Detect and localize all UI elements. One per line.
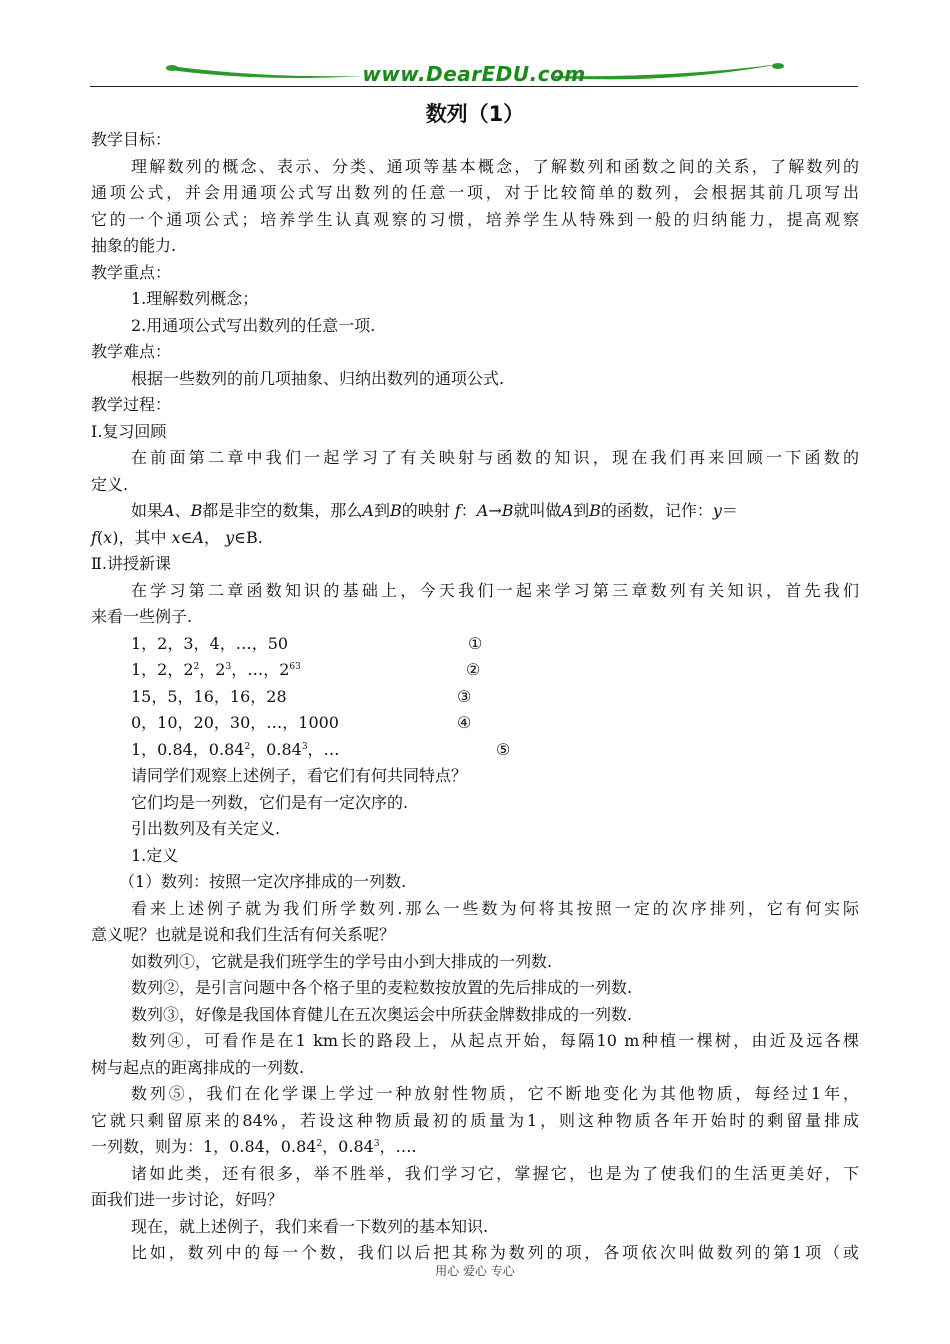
key-point-1: 1.理解数列概念； (131, 289, 259, 308)
ex5-part2: ，0.84 (250, 739, 302, 759)
func-var-b2: B (389, 501, 402, 520)
meaning-line-2: 意义呢？也就是说和我们生活有何关系呢？ (91, 925, 396, 944)
document-body (91, 127, 859, 1267)
page-header (90, 58, 858, 94)
page-title: 数列（1） (425, 102, 525, 126)
now-line: 现在，就上述例子，我们来看一下数列的基本知识. (131, 1216, 489, 1236)
section-review: Ⅰ.复习回顾 (91, 421, 167, 441)
e5-l3-sup1: 2 (316, 1139, 323, 1149)
func2-y: y (225, 527, 235, 547)
e5-l3-part1: 一列数，则为：1，0.84，0.84 (91, 1137, 317, 1156)
meaning-line-1: 看来上述例子就为我们所学数列.那么一些数为何将其按照一定的次序排列，它有何实际 (131, 898, 859, 918)
section-new-lesson: Ⅱ.讲授新课 (91, 554, 171, 573)
header-url: www.DearEDU.com (362, 62, 586, 86)
func-arrow: → (488, 501, 502, 520)
explain-seq-5-line-1: 数列⑤，我们在化学课上学过一种放射性物质，它不断地变化为其他物质，每经过1年， (131, 1084, 859, 1103)
function-definition-line-1 (91, 498, 859, 525)
answer-1: 它们均是一列数，它们是有一定次序的. (131, 792, 409, 812)
func-var-a: A (163, 501, 175, 520)
example-1-seq: 1，2，3，4，…，50 (131, 633, 289, 653)
func-text-s: 的函数，记作： (600, 501, 713, 520)
new-line-1: 在学习第二章函数知识的基础上，今天我们一起来学习第三章数列有关知识，首先我们 (131, 580, 859, 600)
func-var-b: B (190, 501, 203, 520)
func-var-b3: B (501, 501, 514, 520)
goals-line-4: 抽象的能力. (91, 236, 177, 255)
example-5 (91, 737, 859, 764)
heading-process: 教学过程： (91, 395, 172, 414)
ex2-sup2: 3 (225, 662, 232, 672)
ex2-part1: 1，2，2 (131, 660, 194, 679)
example-1-mark: ① (468, 633, 483, 653)
example-3-seq: 15，5，16，16，28 (131, 686, 287, 706)
heading-goals: 教学目标： (91, 130, 172, 149)
func-text-i: 的映射 (401, 501, 450, 520)
example-2-mark: ② (466, 660, 481, 679)
e5-l3-sup2: 3 (373, 1139, 380, 1149)
explain-seq-4-line-2: 树与起点的距离排成的一列数. (91, 1057, 305, 1077)
goals-line-2: 通项公式，并会用通项公式写出数列的任意一项，对于比较简单的数列，会根据其前几项写出 (91, 183, 859, 202)
func2-a: A (192, 527, 204, 547)
func2-paren: ( (96, 527, 104, 547)
ex5-sup2: 3 (301, 741, 308, 752)
example-4-seq: 0，10，20，30，…，1000 (131, 713, 339, 732)
example-2 (91, 657, 859, 684)
heading-key: 教学重点： (91, 262, 172, 282)
definition-heading: 1.定义 (131, 845, 179, 865)
e5-l3-part2: ，0.84 (322, 1137, 374, 1156)
ex2-part3: ，…，2 (231, 660, 290, 679)
func-var-y: y (712, 501, 722, 520)
many-line-1: 诸如此类，还有很多，举不胜举，我们学习它，掌握它，也是为了使我们的生活更美好，下 (131, 1163, 859, 1183)
func-text-e: 都是非空的数集，那么 (202, 501, 363, 520)
function-definition-line-2 (91, 525, 859, 552)
func-text-q: 到 (573, 501, 590, 520)
func2-text-d: )，其中 (112, 527, 167, 547)
example-3 (91, 684, 859, 711)
last-line: 比如，数列中的每一个数，我们以后把其称为数列的项，各项依次叫做数列的第1项（或 (131, 1243, 859, 1262)
func-var-a4: A (561, 501, 574, 520)
example-4 (91, 710, 859, 737)
e5-l3-part3: ，…. (379, 1137, 417, 1156)
example-1 (91, 631, 859, 658)
func-var-f: f (454, 501, 461, 520)
page-footer: 用心 爱心 专心 (435, 1264, 515, 1278)
definition-1: （1）数列：按照一定次序排成的一列数. (119, 872, 407, 891)
example-5-mark: ⑤ (496, 739, 511, 759)
ex2-part2: ，2 (199, 660, 226, 679)
example-4-mark: ④ (457, 713, 472, 732)
goals-line-1: 理解数列的概念、表示、分类、通项等基本概念，了解数列和函数之间的关系，了解数列的 (131, 156, 859, 176)
explain-seq-1: 如数列①，它就是我们班学生的学号由小到大排成的一列数. (131, 951, 553, 971)
new-line-2: 来看一些例子. (91, 607, 193, 626)
explain-seq-5-line-2: 它就只剩留原来的84%，若设这种物质最初的质量为1，则这种物质各年开始时的剩留量排成 (91, 1110, 859, 1130)
example-5-seq (131, 737, 340, 764)
explain-seq-2: 数列②，是引言问题中各个格子里的麦粒数按放置的先后排成的一列数. (131, 978, 633, 997)
explain-seq-3: 数列③，好像是我国体育健儿在五次奥运会中所获金牌数排成的一列数. (131, 1004, 633, 1024)
func2-f: f (91, 527, 97, 547)
explain-seq-4-line-1: 数列④，可看作是在1 km长的路段上，从起点开始，每隔10 m种植一棵树，由近及远各棵 (131, 1031, 859, 1050)
func-text-u: ＝ (721, 501, 738, 520)
header-rule (90, 86, 858, 87)
example-3-mark: ③ (457, 686, 472, 706)
func-var-b4: B (589, 501, 601, 520)
func2-comma: ， (203, 527, 220, 547)
ex5-sup1: 2 (244, 741, 251, 752)
goals-line-3: 它的一个通项公式；培养学生认真观察的习惯，培养学生从特殊到一般的归纳能力，提高观察 (91, 209, 859, 229)
heading-difficulty: 教学难点： (91, 342, 172, 361)
func2-text-j: ∈B. (234, 527, 263, 547)
difficulty-1: 根据一些数列的前几项抽象、归纳出数列的通项公式. (131, 368, 505, 388)
explain-seq-5-line-3 (91, 1134, 859, 1161)
lead-in: 引出数列及有关定义. (131, 819, 281, 838)
ex2-sup1: 2 (193, 662, 200, 672)
ex5-part3: ，… (307, 739, 340, 759)
review-line-2: 定义. (91, 474, 129, 494)
func-text-o: 就叫做 (513, 501, 562, 520)
review-line-1: 在前面第二章中我们一起学习了有关映射与函数的知识，现在我们再来回顾一下函数的 (131, 448, 859, 467)
example-2-seq (131, 657, 301, 684)
func-text-k: ： (460, 501, 477, 520)
func-var-a3: A (476, 501, 489, 520)
func-var-a2: A (362, 501, 374, 520)
key-point-2: 2.用通项公式写出数列的任意一项. (131, 315, 376, 335)
many-line-2: 面我们进一步讨论，好吗？ (91, 1190, 284, 1209)
func2-in: ∈ (180, 527, 193, 547)
ex2-sup3: 63 (289, 662, 301, 672)
func-text-c: 、 (174, 501, 191, 520)
ex5-part1: 1，0.84，0.84 (131, 739, 245, 759)
func-text-a: 如果 (131, 501, 164, 520)
question-1: 请同学们观察上述例子，看它们有何共同特点？ (131, 766, 468, 785)
func2-x2: x (171, 527, 181, 547)
func2-x: x (103, 527, 113, 547)
func-text-g: 到 (373, 501, 390, 520)
